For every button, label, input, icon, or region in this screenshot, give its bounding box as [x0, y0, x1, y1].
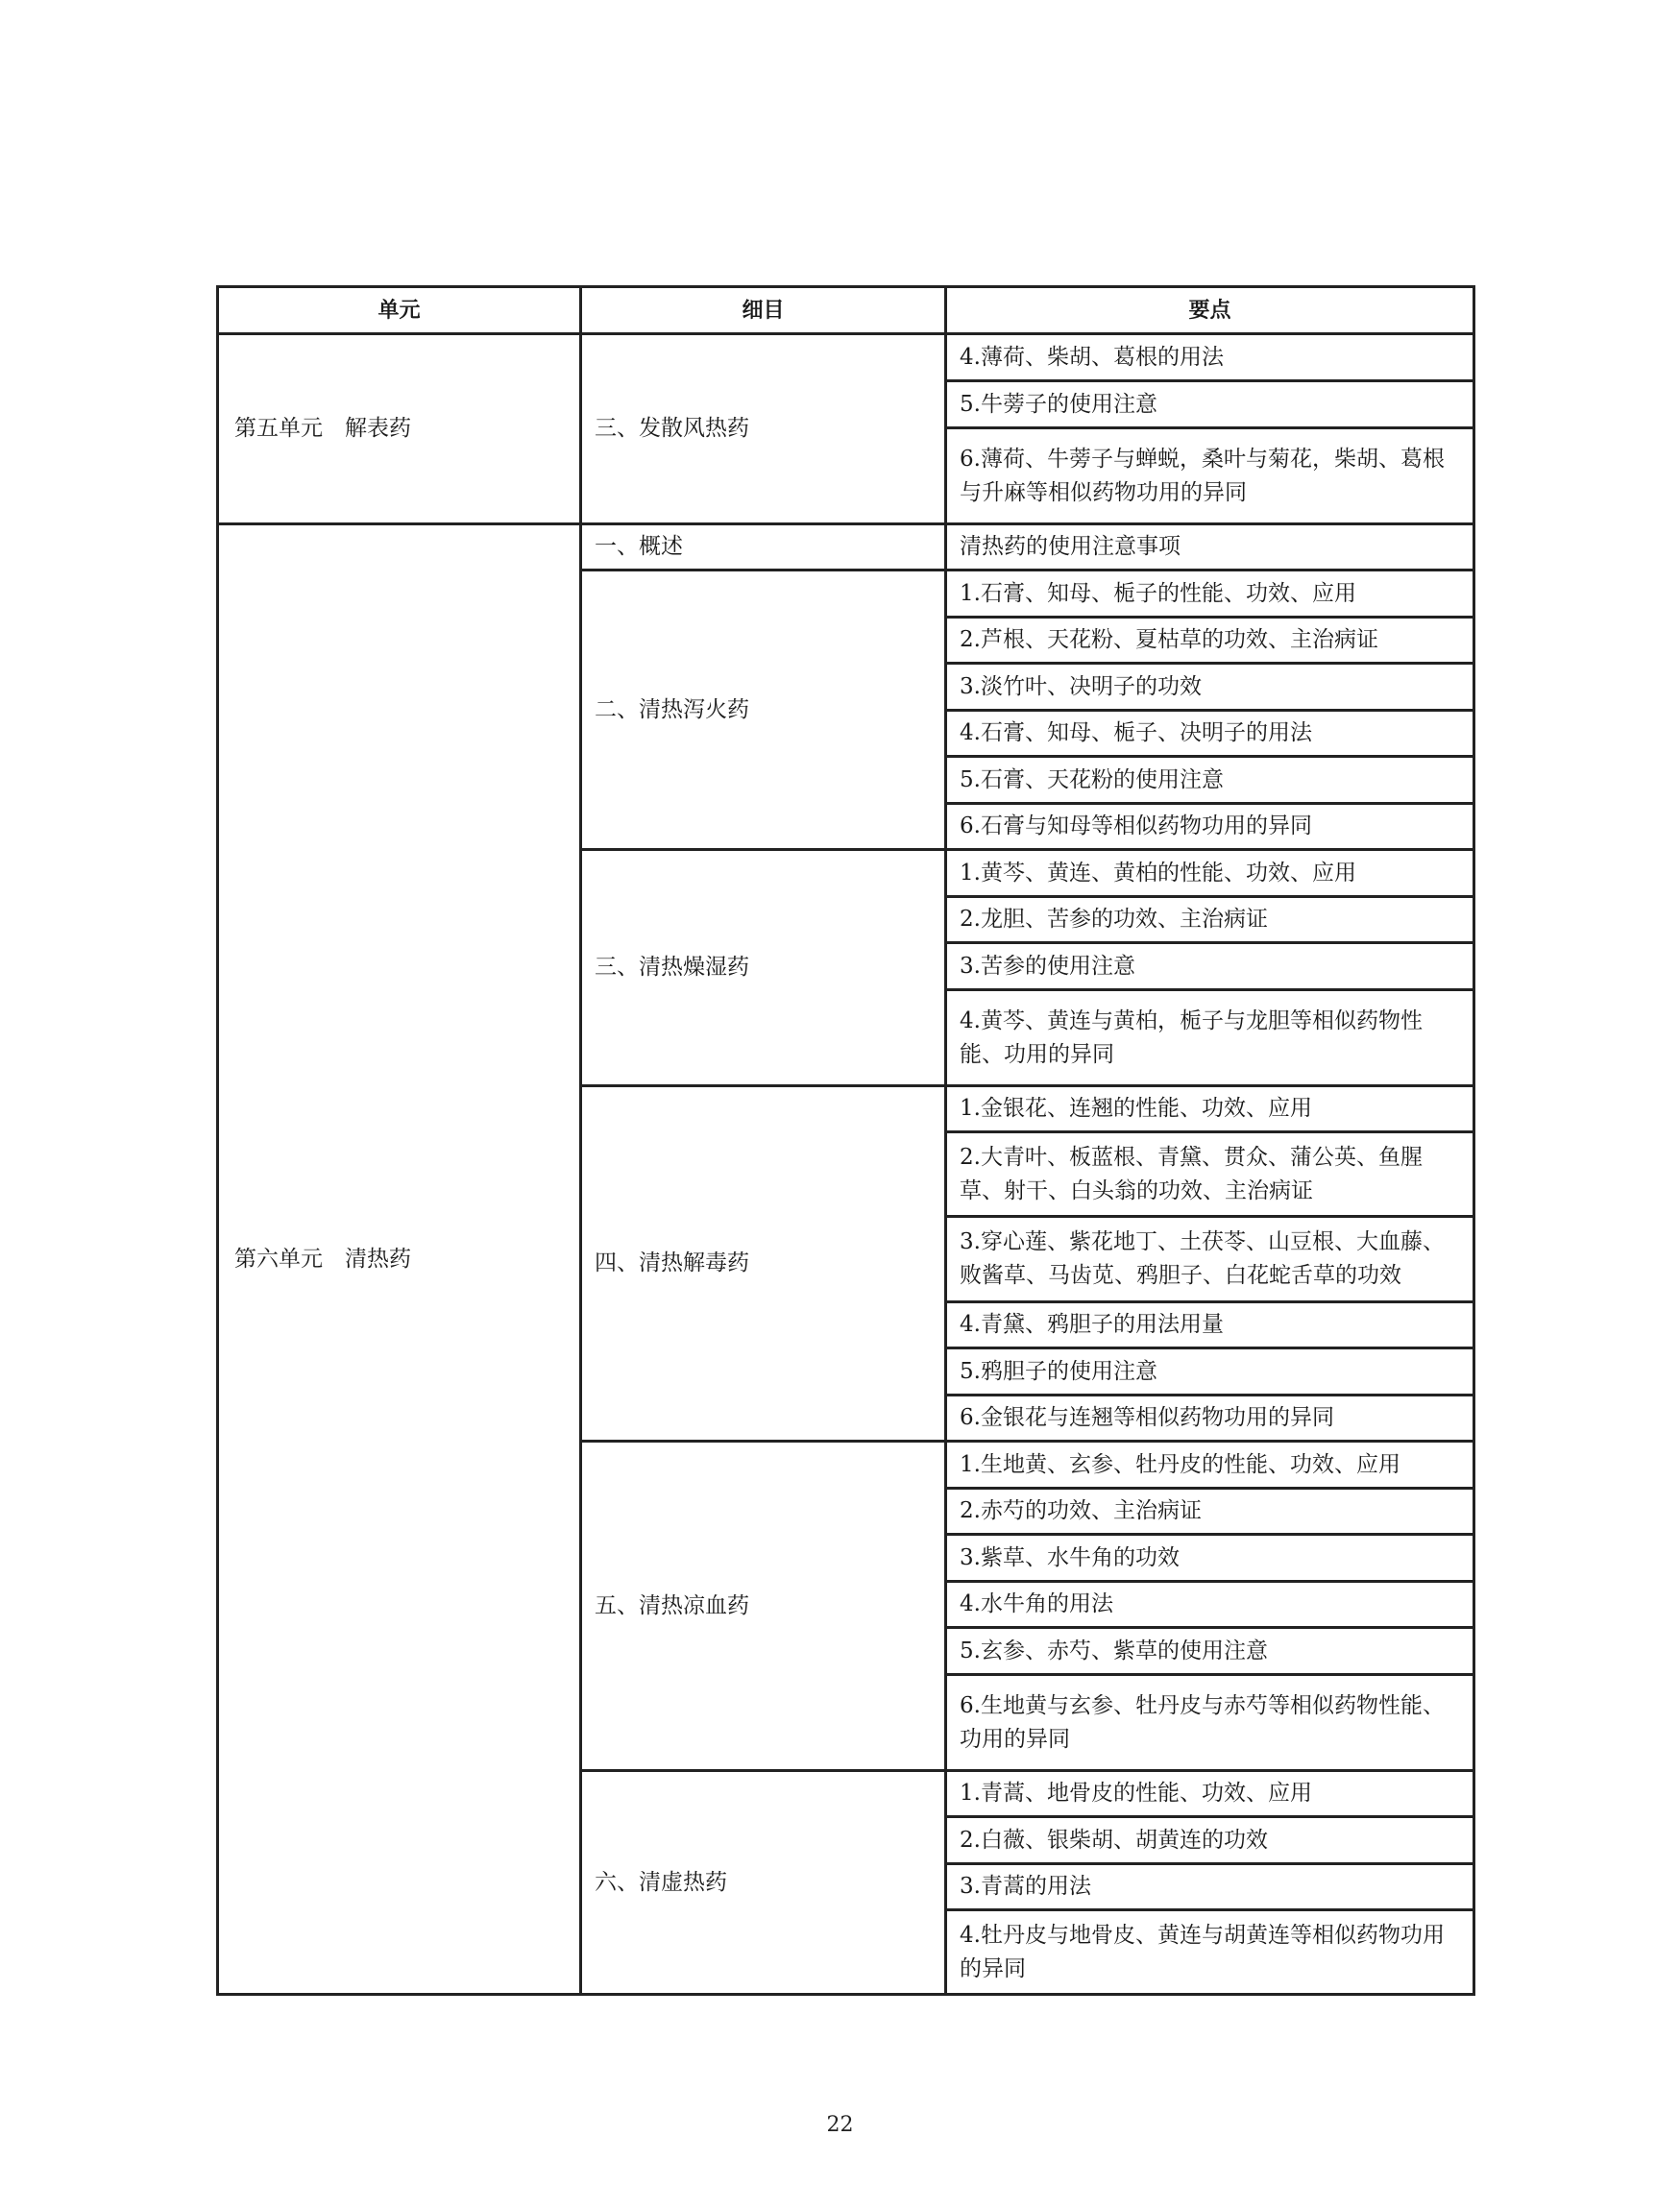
point-cell: 3.淡竹叶、决明子的功效 — [946, 664, 1474, 711]
header-item: 细目 — [581, 287, 946, 334]
item-cell: 一、概述 — [581, 524, 946, 570]
point-cell: 3.青蒿的用法 — [946, 1864, 1474, 1910]
point-cell: 4.石膏、知母、栀子、决明子的用法 — [946, 711, 1474, 757]
point-cell: 2.大青叶、板蓝根、青黛、贯众、蒲公英、鱼腥草、射干、白头翁的功效、主治病证 — [946, 1132, 1474, 1217]
point-cell: 1.生地黄、玄参、牡丹皮的性能、功效、应用 — [946, 1442, 1474, 1489]
point-cell: 1.石膏、知母、栀子的性能、功效、应用 — [946, 570, 1474, 618]
page-number: 22 — [826, 2113, 854, 2137]
point-cell: 4.薄荷、柴胡、葛根的用法 — [946, 334, 1474, 381]
point-cell: 5.鸦胆子的使用注意 — [946, 1348, 1474, 1396]
item-cell: 六、清虚热药 — [581, 1771, 946, 1995]
point-cell: 2.白薇、银柴胡、胡黄连的功效 — [946, 1817, 1474, 1864]
point-cell: 4.青黛、鸦胆子的用法用量 — [946, 1302, 1474, 1348]
point-cell: 清热药的使用注意事项 — [946, 524, 1474, 570]
point-cell: 2.龙胆、苦参的功效、主治病证 — [946, 897, 1474, 943]
point-cell: 3.紫草、水牛角的功效 — [946, 1535, 1474, 1582]
point-cell: 5.牛蒡子的使用注意 — [946, 381, 1474, 428]
point-cell: 5.石膏、天花粉的使用注意 — [946, 757, 1474, 804]
point-cell: 5.玄参、赤芍、紫草的使用注意 — [946, 1628, 1474, 1675]
point-cell: 1.金银花、连翘的性能、功效、应用 — [946, 1086, 1474, 1132]
point-cell: 6.生地黄与玄参、牡丹皮与赤芍等相似药物性能、功用的异同 — [946, 1675, 1474, 1771]
point-cell: 2.芦根、天花粉、夏枯草的功效、主治病证 — [946, 618, 1474, 664]
table-row — [218, 334, 1474, 381]
point-cell: 6.薄荷、牛蒡子与蝉蜕，桑叶与菊花，柴胡、葛根与升麻等相似药物功用的异同 — [946, 428, 1474, 524]
table-header-row — [218, 287, 1474, 334]
header-unit: 单元 — [218, 287, 581, 334]
item-cell: 五、清热凉血药 — [581, 1442, 946, 1771]
unit-cell: 第五单元 解表药 — [218, 334, 581, 524]
point-cell: 6.金银花与连翘等相似药物功用的异同 — [946, 1396, 1474, 1442]
point-cell: 2.赤芍的功效、主治病证 — [946, 1489, 1474, 1535]
unit-cell: 第六单元 清热药 — [218, 524, 581, 1995]
point-cell: 3.穿心莲、紫花地丁、土茯苓、山豆根、大血藤、败酱草、马齿苋、鸦胆子、白花蛇舌草的功效 — [946, 1217, 1474, 1302]
point-cell: 4.水牛角的用法 — [946, 1582, 1474, 1628]
header-points: 要点 — [946, 287, 1474, 334]
point-cell: 4.牡丹皮与地骨皮、黄连与胡黄连等相似药物功用的异同 — [946, 1910, 1474, 1995]
point-cell: 4.黄芩、黄连与黄柏，栀子与龙胆等相似药物性能、功用的异同 — [946, 990, 1474, 1086]
point-cell: 3.苦参的使用注意 — [946, 943, 1474, 990]
item-cell: 三、清热燥湿药 — [581, 850, 946, 1086]
point-cell: 6.石膏与知母等相似药物功用的异同 — [946, 804, 1474, 850]
item-cell: 三、发散风热药 — [581, 334, 946, 524]
table-row — [218, 524, 1474, 570]
syllabus-table — [216, 285, 1475, 1996]
point-cell: 1.青蒿、地骨皮的性能、功效、应用 — [946, 1771, 1474, 1817]
item-cell: 二、清热泻火药 — [581, 570, 946, 850]
point-cell: 1.黄芩、黄连、黄柏的性能、功效、应用 — [946, 850, 1474, 897]
item-cell: 四、清热解毒药 — [581, 1086, 946, 1442]
